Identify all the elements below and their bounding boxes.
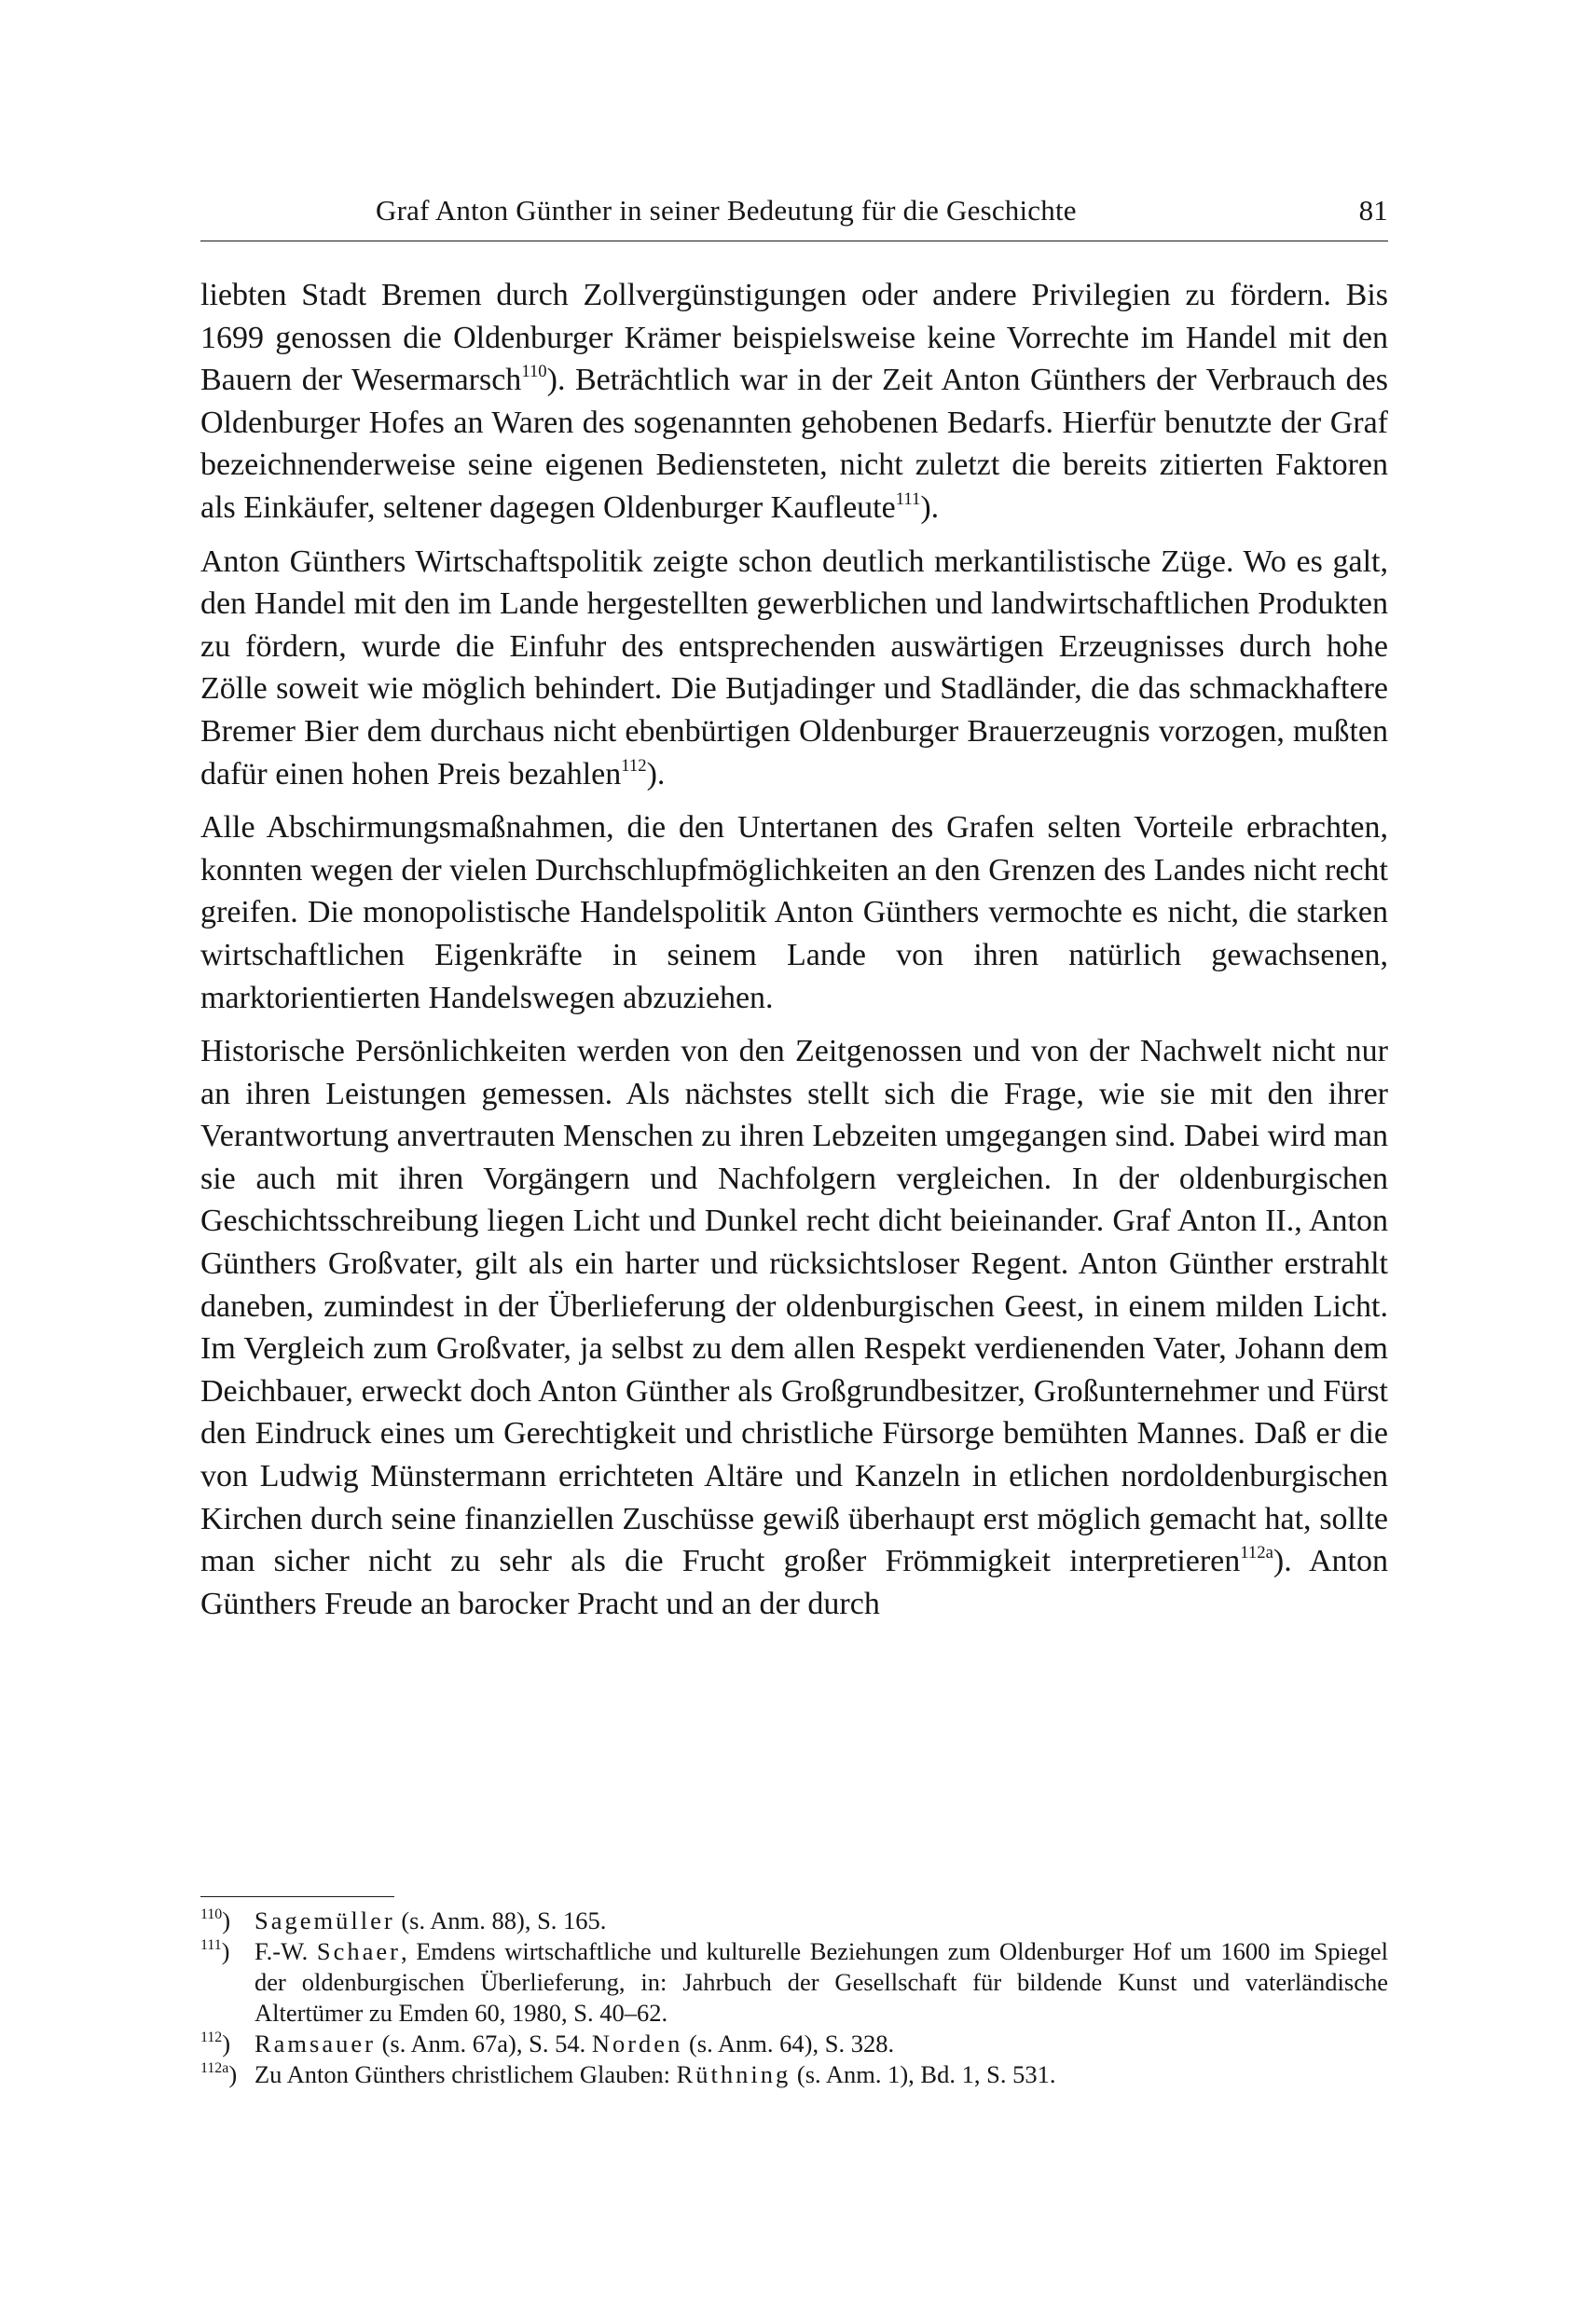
footnote-text: (s. Anm. 64), S. 328. bbox=[682, 2030, 895, 2057]
footnote-112a bbox=[200, 2059, 1388, 2090]
footnote-author: Schaer bbox=[316, 1937, 401, 1965]
footnote-ref-112a[interactable]: 112a bbox=[1240, 1543, 1273, 1563]
footnote-text: Zu Anton Günthers christlichem Glauben: bbox=[255, 2060, 677, 2088]
footnote-author: Sagemüller bbox=[255, 1906, 395, 1934]
footnote-mark: $^{112}$) bbox=[200, 2029, 231, 2057]
footnote-number: 112 bbox=[200, 2029, 223, 2045]
footnote-text: (s. Anm. 88), S. 165. bbox=[394, 1906, 607, 1934]
paragraph-text: Alle Abschirmungsmaßnahmen, die den Untertanen des Grafen selten Vorteile erbrachten, konnten wegen der vielen Durchschlupfmöglichkeiten an den Grenzen des Landes nicht recht greifen. Die monopolistische Handelspolitik Anton Günthers vermochte es nicht, die starken wirtschaftlichen Eigenkräfte in seinem Lande von ihren natürlich gewachsenen, marktorientierten Handelswegen abzuziehen. bbox=[200, 810, 1388, 1015]
footnote-111 bbox=[200, 1936, 1388, 2029]
footnote-mark: $^{110}$) bbox=[200, 1906, 231, 1934]
footnote-number: 112a bbox=[200, 2059, 229, 2076]
paragraph-text: ). Beträchtlich war in der Zeit Anton Günthers der Verbrauch des Oldenburger Hofes an Waren des sogenannten gehobenen Bedarfs. Hierfür benutzte der Graf bezeichnenderweise seine eigenen Bediensteten, nicht zuletzt die bereits zitierten Faktoren als Einkäufer, seltener dagegen Oldenburger Kaufleute bbox=[200, 363, 1389, 525]
paragraph-2 bbox=[200, 541, 1388, 796]
footnote-110 bbox=[200, 1906, 1388, 1936]
footnotes bbox=[200, 1906, 1388, 2090]
main-text bbox=[200, 274, 1388, 1636]
paragraph-text: liebten Stadt Bremen durch Zollvergünstigungen oder andere Privilegien zu fördern. Bis 1699 genossen die Oldenburger Krämer beispielsweise keine Vorrechte im Handel mit den Bauern der Wesermarsch bbox=[200, 278, 1388, 398]
paragraph-text: ). bbox=[646, 756, 666, 791]
footnote-rule bbox=[200, 1896, 394, 1897]
paragraph-text: Historische Persönlichkeiten werden von den Zeitgenossen und von der Nachwelt nicht nur an ihren Leistungen gemessen. Als nächstes stellt sich die Frage, wie sie mit den ihrer Verantwortung anvertrauten Menschen zu ihren Lebzeiten umgegangen sind. Dabei wird man sie auch mit ihren Vorgängern und Nachfolgern vergleichen. In der oldenburgischen Geschichtsschreibung liegen Licht und Dunkel recht dicht beieinander. Graf Anton II., Anton Günthers Großvater, gilt als ein harter und rücksichtsloser Regent. Anton Günther erstrahlt daneben, zumindest in der Überlieferung der oldenburgischen Geest, in einem milden Licht. Im Vergleich zum Großvater, ja selbst zu dem allen Respekt verdienenden Vater, Johann dem Deichbauer, erweckt doch Anton Günther als Großgrundbesitzer, Großunternehmer und Fürst den Eindruck eines um Gerechtigkeit und christliche Fürsorge bemühten Mannes. Daß er die von Ludwig Münstermann errichteten Altäre und Kanzeln in etlichen nordoldenburgischen Kirchen durch seine finanziellen Zuschüsse gewiß überhaupt erst möglich gemacht hat, sollte man sicher nicht zu sehr als die Frucht großer Frömmigkeit interpretieren bbox=[200, 1034, 1388, 1579]
paragraph-text: Anton Günthers Wirtschaftspolitik zeigte schon deutlich merkantilistische Züge. Wo es galt, den Handel mit den im Lande hergestellten gewerblichen und landwirtschaftlichen Produkten zu fördern, wurde die Einfuhr des entsprechenden auswärtigen Erzeugnisses durch hohe Zölle soweit wie möglich behindert. Die Butjadinger und Stadländer, die das schmackhaftere Bremer Bier dem durchaus nicht ebenbürtigen Oldenburger Brauerzeugnis vorzogen, mußten dafür einen hohen Preis bezahlen bbox=[200, 544, 1388, 791]
footnote-ref-111[interactable]: 111 bbox=[895, 489, 921, 509]
footnote-number: 110 bbox=[200, 1906, 223, 1922]
footnote-112 bbox=[200, 2029, 1388, 2059]
footnote-text: (s. Anm. 67a), S. 54. bbox=[375, 2030, 592, 2057]
footnote-author: Norden bbox=[591, 2030, 683, 2057]
paragraph-4 bbox=[200, 1030, 1388, 1625]
footnote-mark: $^{112a}$) bbox=[200, 2059, 238, 2088]
paragraph-text: ). Anton Günthers Freude an barocker Pracht und an der durch bbox=[200, 1544, 1388, 1621]
running-title: Graf Anton Günther in seiner Bedeutung für die Geschichte bbox=[376, 194, 1077, 227]
footnote-author: Ramsauer bbox=[255, 2030, 376, 2057]
footnote-author: Rüthning bbox=[676, 2060, 791, 2088]
footnote-author-prefix: F.-W. bbox=[255, 1937, 317, 1965]
footnote-text: , Emdens wirtschaftliche und kulturelle Beziehungen zum Oldenburger Hof um 1600 im Spiegel der oldenburgischen Überlieferung, in: Jahrbuch der Gesellschaft für bildende Kunst und vaterländische Altertümer zu Emden 60, 1980, S. 40–62. bbox=[255, 1937, 1388, 2027]
footnote-number: 111 bbox=[200, 1936, 222, 1953]
footnote-ref-110[interactable]: 110 bbox=[521, 362, 547, 382]
paragraph-1 bbox=[200, 274, 1388, 530]
footnote-mark: $^{111}$) bbox=[200, 1936, 230, 1965]
running-head bbox=[200, 188, 1388, 233]
footnote-ref-112[interactable]: 112 bbox=[621, 755, 647, 776]
footnote-text: (s. Anm. 1), Bd. 1, S. 531. bbox=[791, 2060, 1056, 2088]
paragraph-text: ). bbox=[920, 489, 940, 525]
paragraph-3 bbox=[200, 806, 1388, 1019]
page-number: 81 bbox=[1358, 194, 1388, 227]
